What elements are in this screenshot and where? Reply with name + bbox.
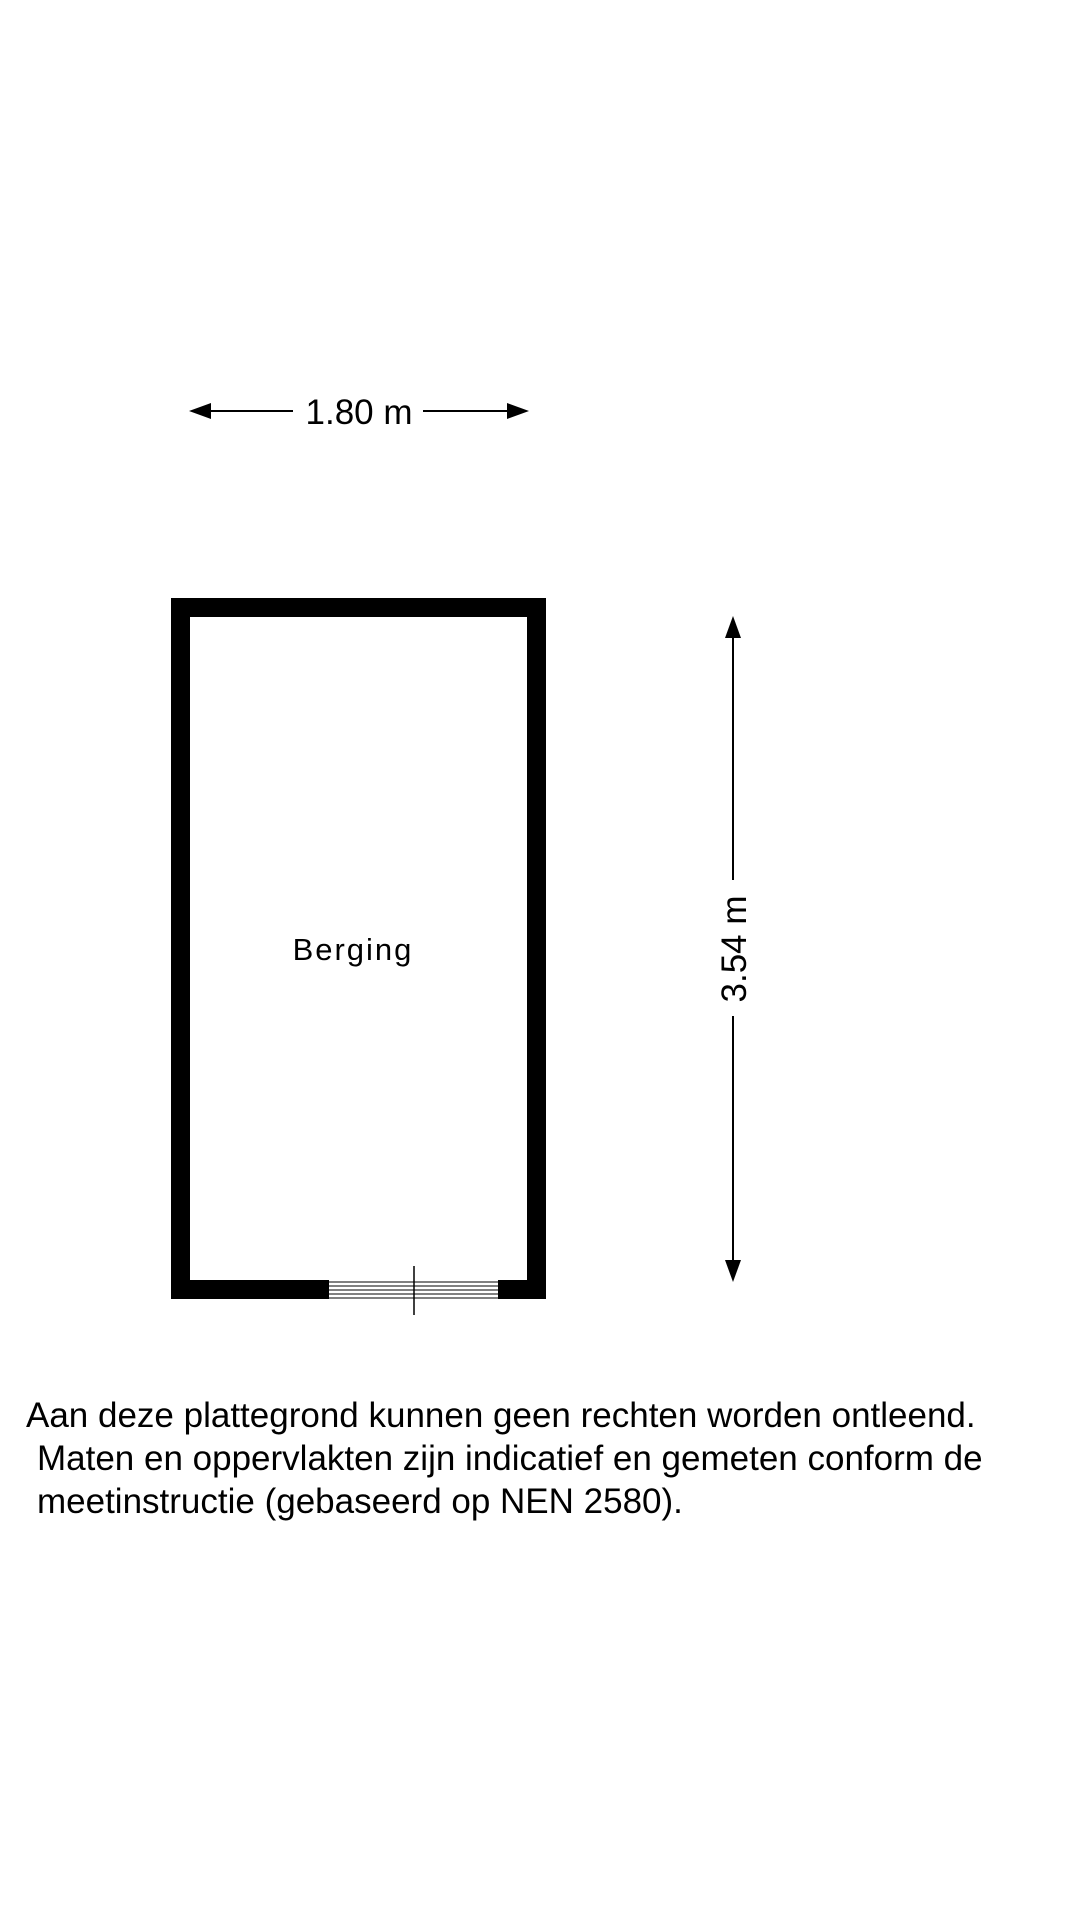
room-label: Berging [292, 932, 414, 967]
wall-bottom-left [171, 1280, 329, 1299]
wall-bottom-right [498, 1280, 546, 1299]
wall-left [171, 598, 190, 1299]
height-dimension [715, 616, 754, 1282]
width-dimension [189, 393, 529, 432]
wall-top [171, 598, 546, 617]
height-arrow-bottom [725, 1260, 741, 1282]
width-arrow-right [507, 403, 529, 419]
width-arrow-left [189, 403, 211, 419]
height-label: 3.54 m [715, 895, 754, 1003]
wall-right [527, 598, 546, 1299]
disclaimer-line-3: meetinstructie (gebaseerd op NEN 2580). [37, 1482, 683, 1521]
disclaimer-line-1: Aan deze plattegrond kunnen geen rechten worden ontleend. [26, 1396, 976, 1435]
width-label: 1.80 m [305, 393, 413, 432]
disclaimer-line-2: Maten en oppervlakten zijn indicatief en gemeten conform de [37, 1439, 983, 1478]
room-berging [171, 598, 546, 1315]
door-symbol [329, 1266, 498, 1315]
disclaimer [26, 1394, 1066, 1523]
height-arrow-top [725, 616, 741, 638]
